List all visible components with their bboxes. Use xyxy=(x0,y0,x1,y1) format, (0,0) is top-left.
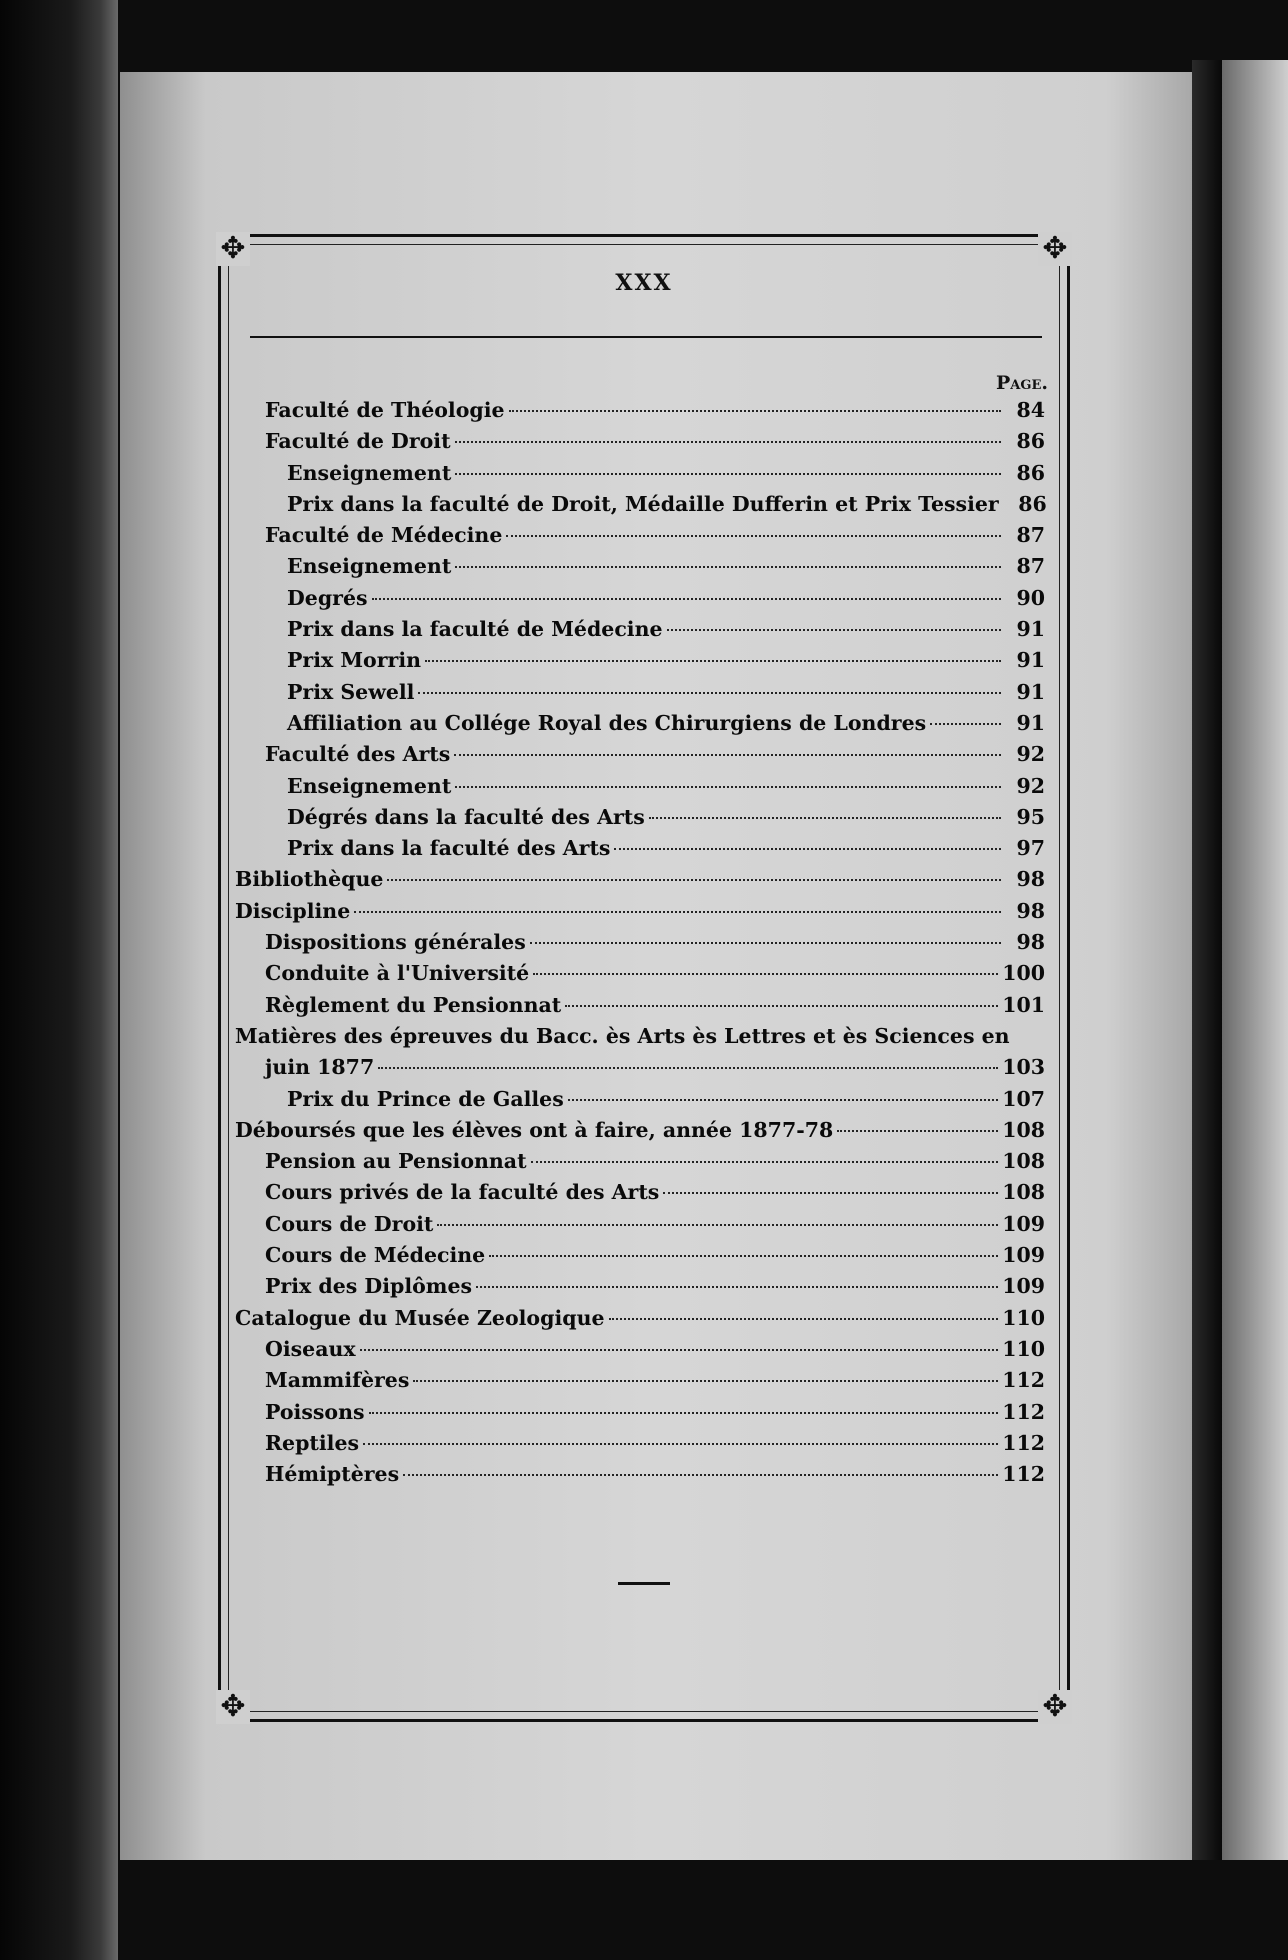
toc-entry-label: Dispositions générales xyxy=(265,930,526,955)
toc-entry xyxy=(235,1431,1045,1462)
corner-ornament-icon: ✥ xyxy=(1038,1690,1072,1724)
dot-leader xyxy=(437,1223,998,1226)
toc-entry-page: 95 xyxy=(1016,804,1045,829)
dot-leader xyxy=(614,847,1001,850)
toc-entry-label: Faculté des Arts xyxy=(265,742,451,767)
toc-entry-page: 92 xyxy=(1016,742,1045,767)
dot-leader xyxy=(413,1379,998,1382)
dot-leader xyxy=(455,785,1001,788)
toc-entry xyxy=(235,805,1045,836)
table-of-contents xyxy=(235,398,1045,1493)
toc-entry-label: Faculté de Théologie xyxy=(265,398,505,422)
toc-entry xyxy=(235,429,1045,460)
toc-entry-page: 98 xyxy=(1016,867,1045,892)
toc-entry xyxy=(235,711,1045,742)
adjacent-page-edge xyxy=(1222,60,1288,1860)
toc-entry-label: Dégrés dans la faculté des Arts xyxy=(287,804,645,829)
dot-leader xyxy=(418,691,1001,694)
toc-entry-label: Faculté de Droit xyxy=(265,429,451,454)
dot-leader xyxy=(506,534,1001,537)
toc-entry-label: Reptiles xyxy=(265,1430,360,1455)
toc-entry-label: Cours de Droit xyxy=(265,1211,434,1236)
toc-entry xyxy=(235,398,1045,429)
dot-leader xyxy=(425,659,1001,662)
corner-ornament-icon: ✥ xyxy=(1038,232,1072,266)
toc-entry-label: Prix dans la faculté de Droit, Médaille Dufferin et Prix Tessier xyxy=(287,491,999,516)
toc-entry-label: Cours privés de la faculté des Arts xyxy=(265,1180,660,1205)
toc-entry-label: Catalogue du Musée Zeologique xyxy=(235,1305,605,1330)
toc-entry xyxy=(235,742,1045,773)
toc-entry-label: Prix Morrin xyxy=(287,648,422,673)
toc-entry-label: juin 1877 xyxy=(265,1055,375,1080)
toc-entry xyxy=(235,1212,1045,1243)
toc-entry-page: 91 xyxy=(1016,679,1045,704)
toc-entry-page: 103 xyxy=(1002,1055,1045,1080)
toc-entry-page: 110 xyxy=(1002,1336,1045,1361)
toc-entry xyxy=(235,1400,1045,1431)
toc-entry xyxy=(235,1055,1045,1086)
toc-entry-page: 112 xyxy=(1002,1430,1045,1455)
dot-leader xyxy=(455,440,1001,443)
toc-entry-page: 112 xyxy=(1002,1462,1045,1487)
toc-entry xyxy=(235,836,1045,867)
toc-entry-page: 92 xyxy=(1016,773,1045,798)
toc-entry xyxy=(235,1462,1045,1493)
toc-entry-page: 108 xyxy=(1002,1149,1045,1174)
toc-entry-label: Bibliothèque xyxy=(235,867,384,892)
dot-leader xyxy=(530,941,1001,944)
dot-leader xyxy=(509,409,1001,412)
toc-entry-label: Déboursés que les élèves ont à faire, année 1877-78 xyxy=(235,1117,834,1142)
toc-entry xyxy=(235,899,1045,930)
toc-entry xyxy=(235,1368,1045,1399)
toc-entry-page: 109 xyxy=(1002,1274,1045,1299)
toc-entry-label: Mammifères xyxy=(265,1368,410,1393)
toc-entry xyxy=(235,680,1045,711)
corner-ornament-icon: ✥ xyxy=(216,1690,250,1724)
toc-entry-page: 101 xyxy=(1002,992,1045,1017)
toc-entry-label: Affiliation au Collége Royal des Chirurgiens de Londres xyxy=(287,710,927,735)
toc-entry-label: Degrés xyxy=(287,585,368,610)
toc-entry xyxy=(235,1306,1045,1337)
toc-entry-label: Hémiptères xyxy=(265,1462,400,1487)
running-head: XXX xyxy=(615,270,673,296)
dot-leader xyxy=(476,1285,998,1288)
dot-leader xyxy=(565,1004,998,1007)
dot-leader xyxy=(454,753,1001,756)
toc-entry-page: 100 xyxy=(1002,961,1045,986)
toc-entry xyxy=(235,1274,1045,1305)
dot-leader xyxy=(837,1129,998,1132)
toc-entry xyxy=(235,648,1045,679)
toc-entry-label: Matières des épreuves du Bacc. ès Arts ès Lettres et ès Sciences en xyxy=(235,1023,1010,1048)
toc-entry xyxy=(235,993,1045,1024)
closing-rule xyxy=(618,1582,670,1585)
dot-leader xyxy=(363,1442,998,1445)
toc-entry-page: 87 xyxy=(1016,554,1045,579)
dot-leader xyxy=(531,1160,999,1163)
corner-ornament-icon: ✥ xyxy=(216,232,250,266)
dot-leader xyxy=(455,565,1001,568)
toc-entry-label: Faculté de Médecine xyxy=(265,523,503,548)
toc-entry-label: Prix des Diplômes xyxy=(265,1274,473,1299)
toc-entry-label: Conduite à l'Université xyxy=(265,961,530,986)
toc-entry-page: 109 xyxy=(1002,1243,1045,1268)
toc-entry-label: Enseignement xyxy=(287,773,452,798)
toc-entry-page: 91 xyxy=(1016,648,1045,673)
toc-entry-label: Prix dans la faculté de Médecine xyxy=(287,617,663,642)
toc-entry xyxy=(235,774,1045,805)
toc-entry xyxy=(235,1087,1045,1118)
dot-leader xyxy=(533,972,998,975)
dot-leader xyxy=(354,910,1001,913)
toc-entry-label: Prix dans la faculté des Arts xyxy=(287,836,611,861)
toc-entry-page: 108 xyxy=(1002,1180,1045,1205)
toc-entry-page: 87 xyxy=(1016,523,1045,548)
toc-entry xyxy=(235,1118,1045,1149)
toc-entry xyxy=(235,1024,1045,1055)
dot-leader xyxy=(455,472,1001,475)
dot-leader xyxy=(387,878,1001,881)
toc-entry-page: 98 xyxy=(1016,898,1045,923)
page-column-label: Page. xyxy=(996,372,1048,394)
toc-entry-page: 97 xyxy=(1016,836,1045,861)
toc-entry xyxy=(235,554,1045,585)
toc-entry-page: 112 xyxy=(1002,1368,1045,1393)
toc-entry-page: 91 xyxy=(1016,710,1045,735)
toc-entry-label: Discipline xyxy=(235,898,351,923)
dot-leader xyxy=(378,1066,998,1069)
toc-entry-label: Oiseaux xyxy=(265,1336,356,1361)
toc-entry xyxy=(235,492,1045,523)
toc-entry xyxy=(235,1337,1045,1368)
dot-leader xyxy=(403,1473,998,1476)
toc-entry-page: 86 xyxy=(1018,491,1047,516)
toc-entry xyxy=(235,930,1045,961)
toc-entry-label: Enseignement xyxy=(287,554,452,579)
dot-leader xyxy=(663,1191,998,1194)
book-gutter xyxy=(1192,60,1222,1860)
toc-entry xyxy=(235,523,1045,554)
toc-entry-label: Prix Sewell xyxy=(287,679,415,704)
dot-leader xyxy=(609,1317,999,1320)
toc-entry-page: 107 xyxy=(1002,1086,1045,1111)
toc-entry-page: 109 xyxy=(1002,1211,1045,1236)
header-rule xyxy=(250,336,1042,338)
toc-entry xyxy=(235,1180,1045,1211)
toc-entry-label: Poissons xyxy=(265,1399,365,1424)
dot-leader xyxy=(360,1348,999,1351)
toc-entry-page: 91 xyxy=(1016,617,1045,642)
toc-entry-page: 86 xyxy=(1016,429,1045,454)
toc-entry-page: 90 xyxy=(1016,585,1045,610)
toc-entry-label: Enseignement xyxy=(287,460,452,485)
toc-entry-label: Cours de Médecine xyxy=(265,1243,486,1268)
toc-entry-page: 98 xyxy=(1016,930,1045,955)
dot-leader xyxy=(372,597,1001,600)
toc-entry-label: Pension au Pensionnat xyxy=(265,1149,527,1174)
dot-leader xyxy=(649,816,1001,819)
toc-entry xyxy=(235,867,1045,898)
toc-entry xyxy=(235,617,1045,648)
toc-entry-page: 84 xyxy=(1016,398,1045,422)
dot-leader xyxy=(489,1254,998,1257)
toc-entry xyxy=(235,1243,1045,1274)
toc-entry-label: Prix du Prince de Galles xyxy=(287,1086,564,1111)
dot-leader xyxy=(369,1411,999,1414)
toc-entry xyxy=(235,461,1045,492)
toc-entry xyxy=(235,586,1045,617)
toc-entry-page: 110 xyxy=(1002,1305,1045,1330)
dot-leader xyxy=(568,1098,998,1101)
dot-leader xyxy=(667,628,1001,631)
toc-entry-page: 86 xyxy=(1016,460,1045,485)
toc-entry-label: Règlement du Pensionnat xyxy=(265,992,562,1017)
toc-entry-page: 112 xyxy=(1002,1399,1045,1424)
dot-leader xyxy=(930,722,1001,725)
toc-entry-page: 108 xyxy=(1002,1117,1045,1142)
toc-entry xyxy=(235,961,1045,992)
toc-entry xyxy=(235,1149,1045,1180)
